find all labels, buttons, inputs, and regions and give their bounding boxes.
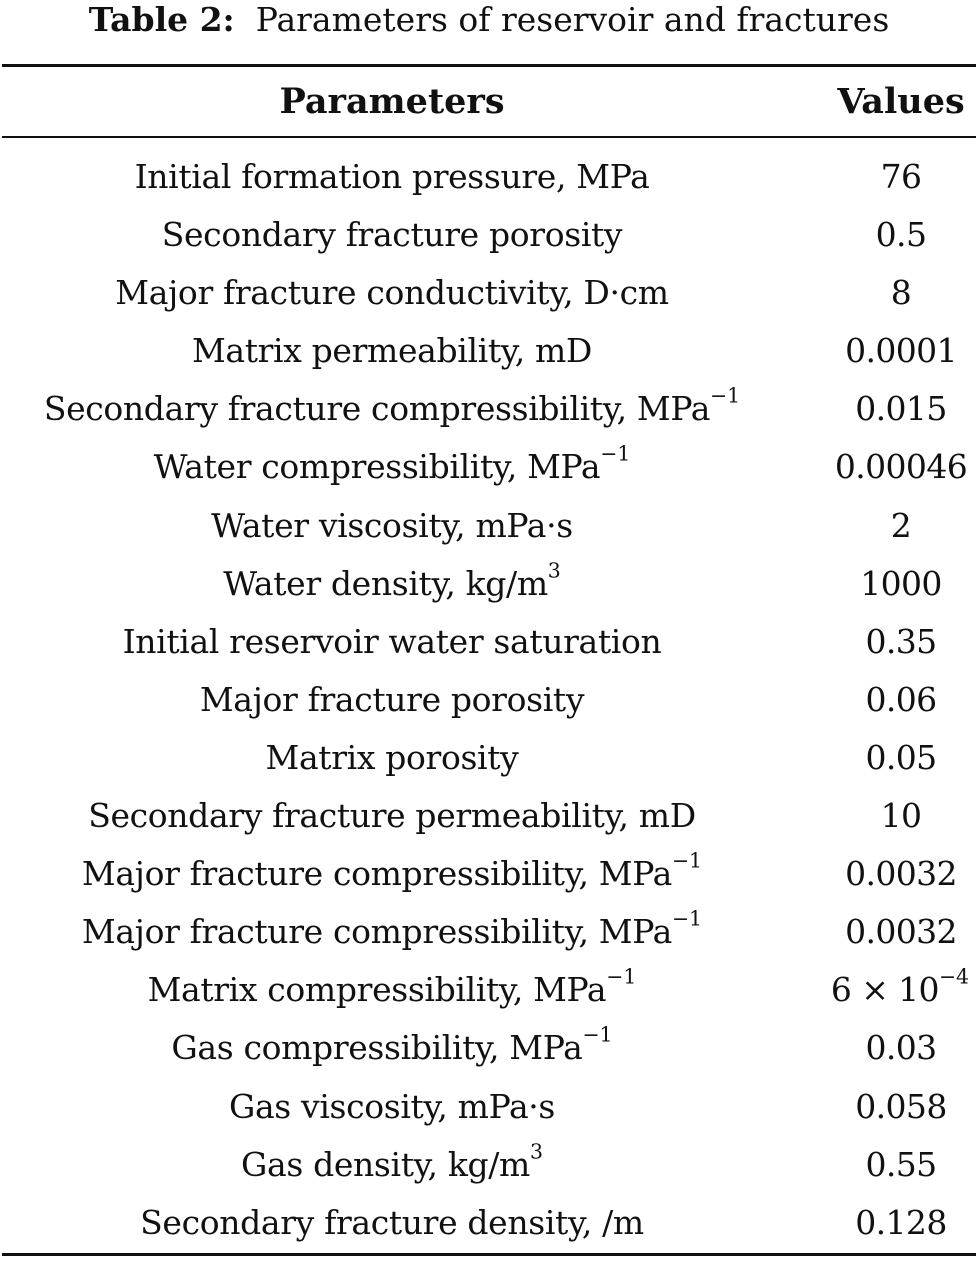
parameter-text: Major fracture porosity <box>199 679 585 719</box>
parameter-cell <box>0 729 784 787</box>
parameter-text: Initial formation pressure, MPa <box>134 157 650 196</box>
value-text: 0.0032 <box>845 854 957 894</box>
table-body <box>0 148 978 1252</box>
table-row <box>0 322 978 380</box>
value-text: 0.0032 <box>845 912 957 952</box>
parameter-text: Water viscosity, mPa·s <box>211 505 573 545</box>
value-text: 0.35 <box>865 621 937 661</box>
parameter-text: Major fracture compressibility, MPa <box>81 912 672 952</box>
table-row <box>0 380 978 438</box>
value-text: 0.5 <box>875 215 927 255</box>
parameter-text: Major fracture compressibility, MPa <box>81 854 672 894</box>
parameter-cell <box>0 555 784 613</box>
value-text: 1000 <box>860 563 942 603</box>
value-cell <box>805 671 978 729</box>
value-text: 0.03 <box>865 1028 937 1068</box>
header-values: Values <box>837 81 965 122</box>
parameter-text: Gas compressibility, MPa <box>171 1028 583 1068</box>
parameter-cell <box>0 148 784 206</box>
value-cell <box>805 1019 978 1077</box>
value-text: 0.00046 <box>834 447 968 487</box>
value-cell <box>805 264 978 322</box>
table-row <box>0 148 978 206</box>
value-cell <box>805 903 978 961</box>
value-cell <box>805 438 978 496</box>
table-caption-text: Parameters of reservoir and fractures <box>255 0 890 39</box>
value-cell <box>805 322 978 380</box>
value-cell <box>805 1136 978 1194</box>
parameter-text: Major fracture conductivity, D·cm <box>115 273 669 313</box>
table-row <box>0 497 978 555</box>
table-row <box>0 438 978 496</box>
parameter-cell <box>0 322 784 380</box>
parameter-cell <box>0 613 784 671</box>
value-cell <box>805 497 978 555</box>
parameter-text: Water density, kg/m <box>223 563 548 603</box>
value-cell <box>805 729 978 787</box>
value-cell <box>805 206 978 264</box>
parameter-unit-exponent: −1 <box>710 383 741 408</box>
table-row <box>0 961 978 1019</box>
value-text: 0.55 <box>865 1144 937 1184</box>
table-row <box>0 264 978 322</box>
value-cell <box>805 380 978 438</box>
parameter-unit-exponent: 3 <box>529 1139 543 1164</box>
table-caption <box>0 0 978 44</box>
value-text: 0.06 <box>865 679 937 719</box>
bottom-rule <box>2 1253 976 1256</box>
parameter-cell <box>0 1136 784 1194</box>
value-text: 76 <box>880 157 922 196</box>
table-row <box>0 1019 978 1077</box>
table-row <box>0 1194 978 1252</box>
parameter-cell <box>0 671 784 729</box>
parameter-unit-exponent: −1 <box>606 964 637 989</box>
value-cell <box>805 555 978 613</box>
parameter-text: Secondary fracture permeability, mD <box>88 796 696 836</box>
parameter-cell <box>0 1078 784 1136</box>
parameter-cell <box>0 845 784 903</box>
table-caption-label: Table 2: <box>88 0 235 39</box>
parameter-unit-exponent: −1 <box>671 906 703 931</box>
value-text: 0.015 <box>855 389 947 429</box>
value-text: 8 <box>890 273 912 313</box>
table-row <box>0 787 978 845</box>
value-cell <box>805 613 978 671</box>
parameter-text: Gas viscosity, mPa·s <box>228 1086 556 1126</box>
header-rule <box>2 136 976 138</box>
table-row <box>0 729 978 787</box>
value-cell <box>790 961 978 1019</box>
value-text: 0.058 <box>855 1086 947 1126</box>
value-text: 0.05 <box>865 737 937 777</box>
parameter-text: Gas density, kg/m <box>241 1144 530 1184</box>
table-row <box>0 1136 978 1194</box>
parameter-cell <box>0 380 784 438</box>
parameter-text: Matrix compressibility, MPa <box>147 970 607 1010</box>
value-cell <box>805 1194 978 1252</box>
table-row <box>0 1078 978 1136</box>
parameter-cell <box>0 903 784 961</box>
parameter-text: Secondary fracture compressibility, MPa <box>43 389 711 429</box>
parameter-unit-exponent: 3 <box>547 558 561 583</box>
parameter-text: Secondary fracture density, /m <box>140 1202 644 1242</box>
value-exponent: −4 <box>938 964 970 989</box>
parameter-cell <box>0 264 784 322</box>
parameter-cell <box>0 961 784 1019</box>
parameter-text: Initial reservoir water saturation <box>122 621 662 661</box>
parameter-text: Matrix permeability, mD <box>191 331 593 371</box>
value-cell <box>805 148 978 206</box>
value-text: 0.0001 <box>845 331 957 371</box>
parameter-cell <box>0 497 784 555</box>
parameter-cell <box>0 438 784 496</box>
value-cell <box>805 1078 978 1136</box>
value-text: 0.128 <box>855 1202 947 1242</box>
value-text: 6 × 10 <box>830 970 939 1010</box>
parameter-text: Water compressibility, MPa <box>153 447 601 487</box>
value-text: 2 <box>890 505 912 545</box>
parameter-cell <box>0 206 784 264</box>
value-cell <box>805 787 978 845</box>
header-parameters: Parameters <box>279 81 505 122</box>
parameter-unit-exponent: −1 <box>582 1023 613 1048</box>
top-rule <box>2 64 976 67</box>
value-cell <box>805 845 978 903</box>
parameter-cell <box>0 1019 784 1077</box>
parameter-unit-exponent: −1 <box>600 442 631 467</box>
parameter-text: Matrix porosity <box>265 737 519 777</box>
parameter-cell <box>0 1194 784 1252</box>
table-row <box>0 671 978 729</box>
table-row <box>0 206 978 264</box>
table-header <box>0 72 978 132</box>
parameter-text: Secondary fracture porosity <box>161 215 623 255</box>
value-text: 10 <box>880 796 922 836</box>
parameter-cell <box>0 787 784 845</box>
table-row <box>0 845 978 903</box>
parameter-unit-exponent: −1 <box>671 848 703 873</box>
table-row <box>0 555 978 613</box>
table-row <box>0 903 978 961</box>
table-row <box>0 613 978 671</box>
